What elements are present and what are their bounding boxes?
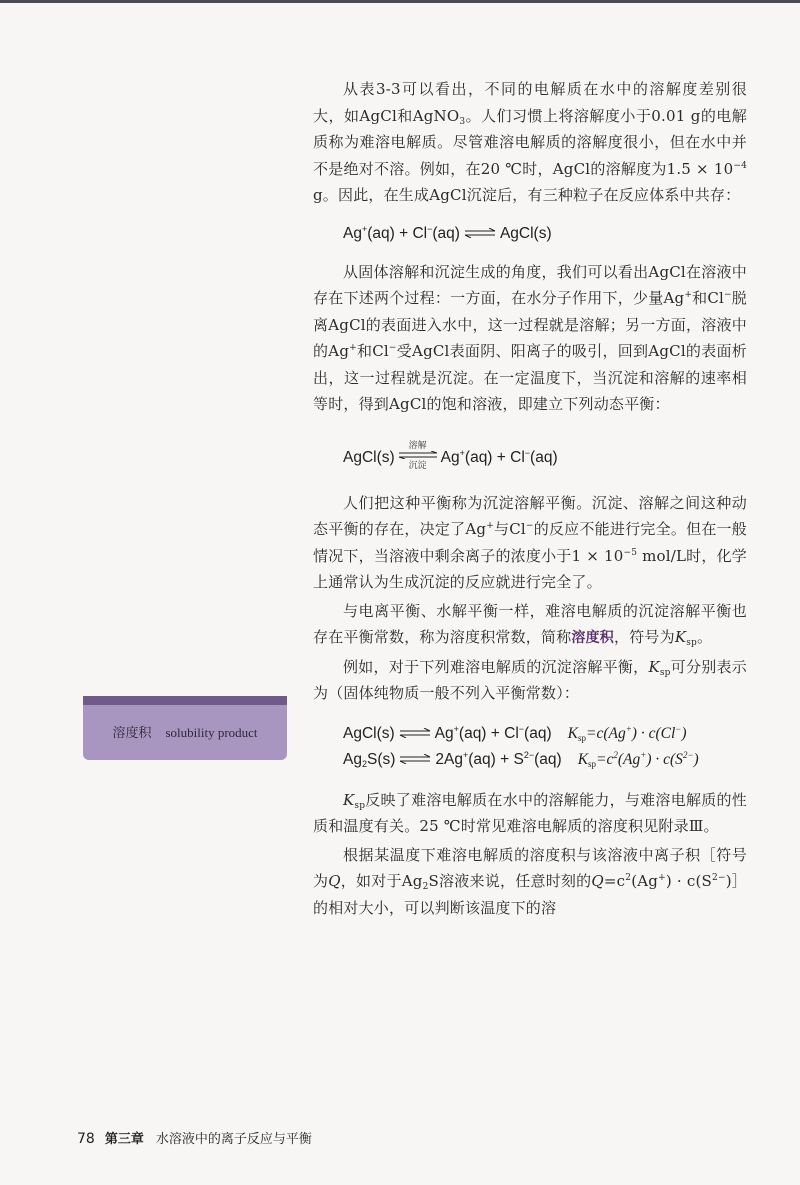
equation-ag2s-ksp: $Ag_2S(s) 2Ag^+(aq) + S^{2-}(aq) K_{sp}=c^2(Ag^+) \cdot c(S^{2-})$ (343, 749, 699, 769)
paragraph-4: 与电离平衡、水解平衡一样，难溶电解质的沉淀溶解平衡也存在平衡常数，称为溶度积常数，简称溶度积，符号为$K_{sp}$。 (313, 601, 747, 648)
paragraph-7: 根据某温度下难溶电解质的溶度积与该溶液中离子积［符号为Q，如对于$Ag_2S$溶液来说，任意时刻的$Q=c^2(Ag^+)$ · $c(S^{2-})]$的相对大小，可以判断该温度下的溶 (313, 845, 747, 917)
dissolve-precipitate-arrow (398, 440, 438, 470)
paragraph-1: 从表3-3可以看出，不同的电解质在水中的溶解度差别很大，如AgCl和AgNO$_3$。人们习惯上将溶解度小于0.01 g的电解质称为难溶电解质。尽管难溶电解质的溶解度很小，但在水中并不是绝对不溶。例如，在20 ℃时，AgCl的溶解度为$1.5 \times 10^{-4}$ g。因此，在生成AgCl沉淀后，有三种粒子在反应体系中共存： (313, 80, 747, 204)
main-content (313, 76, 747, 921)
equation-agcl-equilibrium: Ag+(aq) + Cl−(aq) AgCl(s) (343, 223, 552, 242)
page-footer (77, 1128, 312, 1147)
chapter-title: 水溶液中的离子反应与平衡 (155, 1132, 312, 1147)
glossary-term-cn: 溶度积 (112, 726, 152, 741)
arrow-label-dissolve: 溶解 (408, 439, 427, 450)
paragraph-5: 例如，对于下列难溶电解质的沉淀溶解平衡，$K_{sp}$可分别表示为（固体纯物质一般不列入平衡常数）： (313, 657, 747, 702)
paragraph-2: 从固体溶解和沉淀生成的角度，我们可以看出AgCl在溶液中存在下述两个过程：一方面，在水分子作用下，少量Ag+和Cl−脱离AgCl的表面进入水中，这一过程就是溶解；另一方面，溶液中的Ag+和Cl−受AgCl表面阴、阳离子的吸引，回到AgCl的表面析出，这一过程就是沉淀。在一定温度下，当沉淀和溶解的速率相等时，得到AgCl的饱和溶液，即建立下列动态平衡： (313, 262, 748, 413)
reversible-arrow-icon (398, 754, 432, 764)
paragraph-3: 人们把这种平衡称为沉淀溶解平衡。沉淀、溶解之间这种动态平衡的存在，决定了Ag+与Cl−的反应不能进行完全。但在一般情况下，当溶液中剩余离子的浓度小于$1 \times 10^{-5}$ mol/L时，化学上通常认为生成沉淀的反应就进行完全了。 (313, 493, 747, 591)
equations-ksp-examples (343, 721, 747, 773)
equation-agcl-ksp: AgCl(s) Ag+(aq) + Cl−(aq) $K_{sp}=c(Ag^+) \cdot c(Cl^-)$ (343, 723, 687, 743)
arrow-label-precipitate: 沉淀 (408, 459, 427, 470)
glossary-term-en: solubility product (165, 725, 258, 740)
key-term-solubility-product: 溶度积 (571, 630, 615, 646)
glossary-box-band (83, 696, 287, 705)
equation-dissolution-precipitation: AgCl(s) 溶解 沉淀 Ag+(aq) + Cl−(aq) (343, 439, 558, 470)
paragraph-6: $K_{sp}$反映了难溶电解质在水中的溶解能力，与难溶电解质的性质和温度有关。25 ℃时常见难溶电解质的溶度积见附录Ⅲ。 (313, 790, 747, 835)
reversible-arrow-icon (398, 728, 432, 738)
chapter-label: 第三章 (104, 1132, 144, 1147)
glossary-term (83, 722, 287, 741)
reversible-arrow-icon (463, 228, 497, 238)
top-border (0, 0, 800, 3)
glossary-box (83, 696, 287, 760)
page-number: 78 (77, 1131, 95, 1147)
